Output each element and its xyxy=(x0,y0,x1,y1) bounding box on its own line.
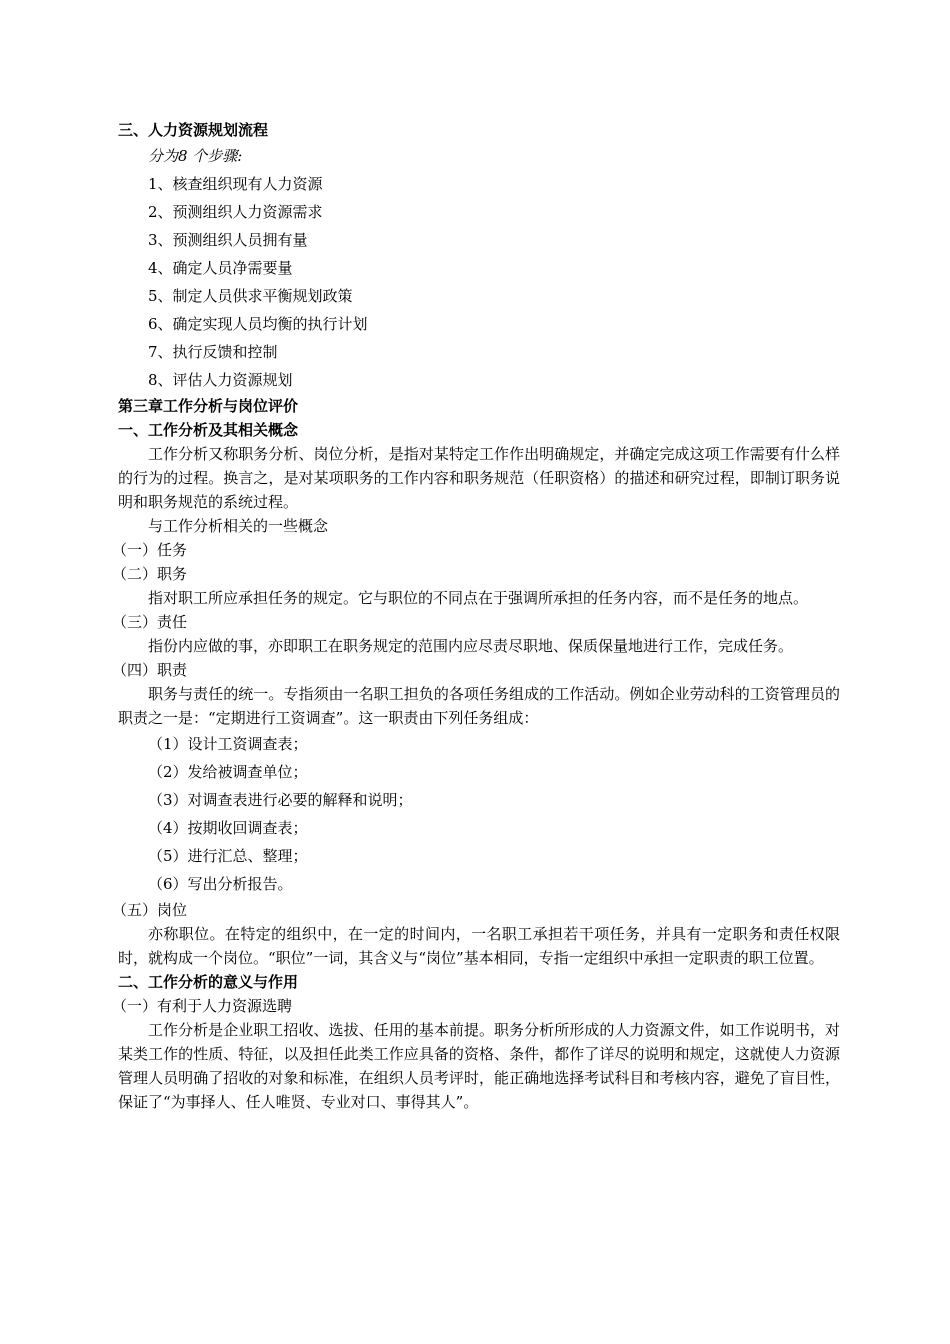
step-item: 2、预测组织人力资源需求 xyxy=(148,203,323,221)
part2-sub1-text: 工作分析是企业职工招收、选拔、任用的基本前提。职务分析所形成的人力资源文件，如工作说明书，对某类工作的性质、特征，以及担任此类工作应具备的资格、条件，都作了详尽的说明和规定，这就使人力资源管理人员明确了招收的对象和标准，在组织人员考评时，能正确地选择考试科目和考核内容，避免了盲目性，保证了“为事择人、任人唯贤、专业对口、事得其人”。 xyxy=(118,1021,840,1111)
step-item: 1、核查组织现有人力资源 xyxy=(148,175,323,193)
document-page xyxy=(112,118,840,1114)
part2-heading: 二、工作分析的意义与作用 xyxy=(118,973,299,991)
concept-post-label: （五）岗位 xyxy=(112,901,188,919)
step-item: 6、确定实现人员均衡的执行计划 xyxy=(148,315,368,333)
concept-duty-text: 职务与责任的统一。专指须由一名职工担负的各项任务组成的工作活动。例如企业劳动科的工资管理员的职责之一是：“定期进行工资调查”。这一职责由下列任务组成： xyxy=(118,685,840,727)
concept-post-text: 亦称职位。在特定的组织中，在一定的时间内，一名职工承担若干项任务，并具有一定职务和责任权限时，就构成一个岗位。“职位”一词，其含义与“岗位”基本相同，专指一定组织中承担一定职责的职工位置。 xyxy=(118,925,840,967)
part2-sub1-label: （一）有利于人力资源选聘 xyxy=(112,997,293,1015)
section3-heading: 三、人力资源规划流程 xyxy=(118,121,269,139)
concept-duty-label: （四）职责 xyxy=(112,661,188,679)
related-intro: 与工作分析相关的一些概念 xyxy=(148,517,329,535)
duty-task-item: （1）设计工资调查表； xyxy=(148,735,308,753)
concept-responsibility-text: 指份内应做的事，亦即职工在职务规定的范围内应尽责尽职地、保质保量地进行工作，完成任务。 xyxy=(148,637,794,655)
concept-position-label: （二）职务 xyxy=(112,565,188,583)
step-item: 7、执行反馈和控制 xyxy=(148,343,278,361)
duty-task-item: （6）写出分析报告。 xyxy=(148,875,293,893)
part1-heading: 一、工作分析及其相关概念 xyxy=(118,421,299,439)
concept-position-text: 指对职工所应承担任务的规定。它与职位的不同点在于强调所承担的任务内容，而不是任务的地点。 xyxy=(148,589,809,607)
step-item: 8、评估人力资源规划 xyxy=(148,371,293,389)
concept-task-label: （一）任务 xyxy=(112,541,188,559)
chapter-title: 第三章工作分析与岗位评价 xyxy=(118,397,299,415)
step-item: 4、确定人员净需要量 xyxy=(148,259,293,277)
duty-task-item: （5）进行汇总、整理； xyxy=(148,847,308,865)
duty-task-item: （4）按期收回调查表； xyxy=(148,819,308,837)
definition-paragraph: 工作分析又称职务分析、岗位分析，是指对某特定工作作出明确规定，并确定完成这项工作需要有什么样的行为的过程。换言之，是对某项职务的工作内容和职务规范（任职资格）的描述和研究过程，即制订职务说明和职务规范的系统过程。 xyxy=(118,445,840,511)
step-item: 5、制定人员供求平衡规划政策 xyxy=(148,287,353,305)
concept-responsibility-label: （三）责任 xyxy=(112,613,188,631)
step-item: 3、预测组织人员拥有量 xyxy=(148,231,308,249)
duty-task-item: （3）对调查表进行必要的解释和说明； xyxy=(148,791,413,809)
section3-intro: 分为8 个步骤: xyxy=(148,147,243,165)
duty-task-item: （2）发给被调查单位； xyxy=(148,763,308,781)
